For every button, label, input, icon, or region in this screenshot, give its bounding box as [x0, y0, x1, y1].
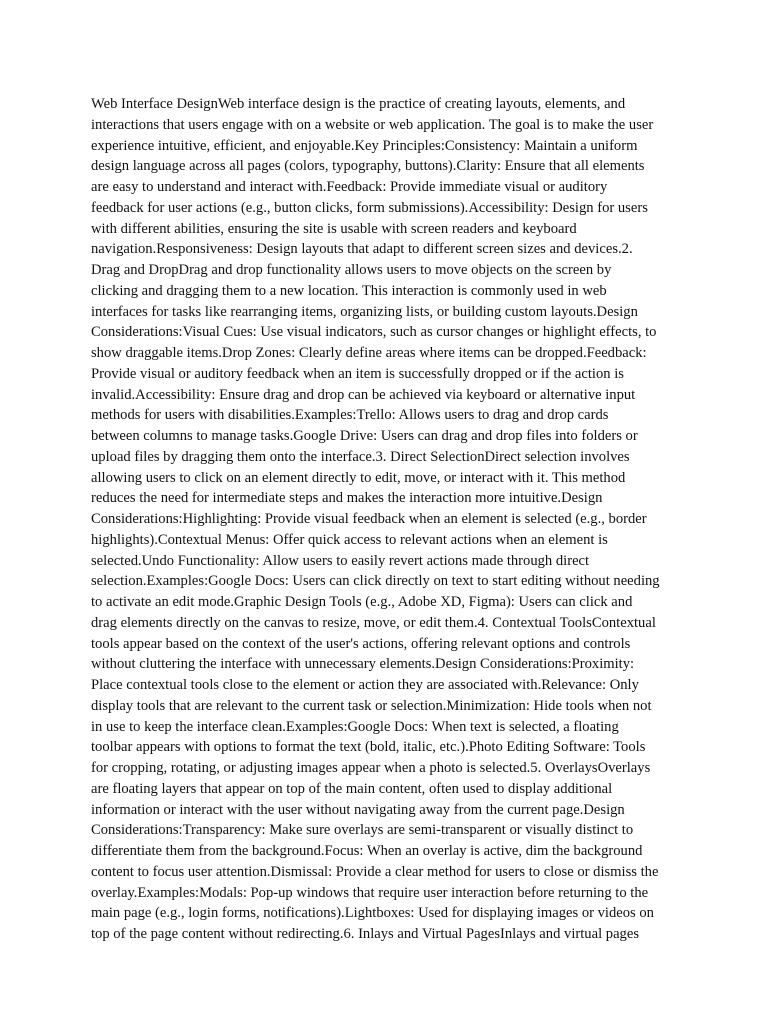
text-line: Considerations:Highlighting: Provide visual feedback when an element is selected (e.g., border — [91, 511, 647, 527]
text-line: tools appear based on the context of the user's actions, offering relevant options and controls — [91, 635, 631, 652]
text-line: selected.Undo Functionality: Allow users to easily revert actions made through direct — [91, 552, 590, 569]
text-line: Considerations:Visual Cues: Use visual indicators, such as cursor changes or highlight effects, to — [91, 324, 657, 341]
text-line: highlights).Contextual Menus: Offer quick access to relevant actions when an element is — [91, 531, 608, 548]
text-line: for cropping, rotating, or adjusting images appear when a photo is selected.5. OverlaysOverlays — [91, 760, 651, 776]
text-line: without cluttering the interface with unnecessary elements.Design Considerations:Proximity: — [91, 656, 635, 673]
text-line: methods for users with disabilities.Examples:Trello: Allows users to drag and drop cards — [91, 407, 609, 424]
text-line: invalid.Accessibility: Ensure drag and drop can be achieved via keyboard or alternative input — [91, 386, 636, 403]
text-line: Considerations:Transparency: Make sure overlays are semi-transparent or visually distinct to — [91, 822, 634, 839]
text-line: clicking and dragging them to a new location. This interaction is commonly used in web — [91, 282, 607, 299]
text-line: between columns to manage tasks.Google Drive: Users can drag and drop files into folders or — [91, 428, 638, 444]
text-line: toolbar appears with options to format the text (bold, italic, etc.).Photo Editing Software: Tools — [91, 739, 646, 756]
text-line: design language across all pages (colors, typography, buttons).Clarity: Ensure that all elements — [91, 158, 645, 175]
text-line: Place contextual tools close to the element or action they are associated with.Relevance: Only — [91, 677, 639, 693]
text-line: in use to keep the interface clean.Examples:Google Docs: When text is selected, a floating — [91, 718, 619, 735]
text-line: are floating layers that appear on top of the main content, often used to display additional — [91, 780, 613, 797]
body-text — [91, 94, 673, 945]
text-line: upload files by dragging them onto the interface.3. Direct SelectionDirect selection involves — [91, 448, 630, 465]
text-line: Drag and DropDrag and drop functionality allows users to move objects on the screen by — [91, 262, 612, 278]
text-line: show draggable items.Drop Zones: Clearly define areas where items can be dropped.Feedback: — [91, 345, 647, 361]
text-line: with different abilities, ensuring the site is usable with screen readers and keyboard — [91, 220, 577, 237]
text-line: information or interact with the user without navigating away from the current page.Design — [91, 801, 625, 818]
text-line: to activate an edit mode.Graphic Design Tools (e.g., Adobe XD, Figma): Users can click and — [91, 594, 633, 610]
text-line: are easy to understand and interact with.Feedback: Provide immediate visual or auditory — [91, 179, 608, 195]
text-line: Provide visual or auditory feedback when an item is successfully dropped or if the action is — [91, 365, 624, 382]
text-line: top of the page content without redirecting.6. Inlays and Virtual PagesInlays and virtual pages — [91, 926, 639, 942]
text-line: display tools that are relevant to the current task or selection.Minimization: Hide tools when not — [91, 697, 652, 714]
text-line: Web Interface DesignWeb interface design is the practice of creating layouts, elements, and — [91, 96, 626, 112]
text-line: experience intuitive, efficient, and enjoyable.Key Principles:Consistency: Maintain a uniform — [91, 137, 638, 154]
text-line: content to focus user attention.Dismissal: Provide a clear method for users to close or dismiss the — [91, 863, 659, 880]
text-line: reduces the need for intermediate steps and makes the interaction more intuitive.Design — [91, 490, 603, 507]
text-line: overlay.Examples:Modals: Pop-up windows that require user interaction before returning to the — [91, 884, 649, 901]
text-line: main page (e.g., login forms, notifications).Lightboxes: Used for displaying images or videos on — [91, 905, 654, 922]
text-line: navigation.Responsiveness: Design layouts that adapt to different screen sizes and devices.2. — [91, 241, 633, 258]
text-line: feedback for user actions (e.g., button clicks, form submissions).Accessibility: Design for users — [91, 199, 648, 216]
text-line: differentiate them from the background.Focus: When an overlay is active, dim the background — [91, 843, 643, 859]
text-line: selection.Examples:Google Docs: Users can click directly on text to start editing without needing — [91, 573, 660, 590]
text-line: interactions that users engage with on a website or web application. The goal is to make the user — [91, 116, 654, 133]
text-line: allowing users to click on an element directly to edit, move, or interact with it. This method — [91, 469, 626, 486]
text-line: interfaces for tasks like rearranging items, organizing lists, or building custom layouts.Design — [91, 303, 638, 320]
text-line: drag elements directly on the canvas to resize, move, or edit them.4. Contextual ToolsContextual — [91, 614, 656, 631]
